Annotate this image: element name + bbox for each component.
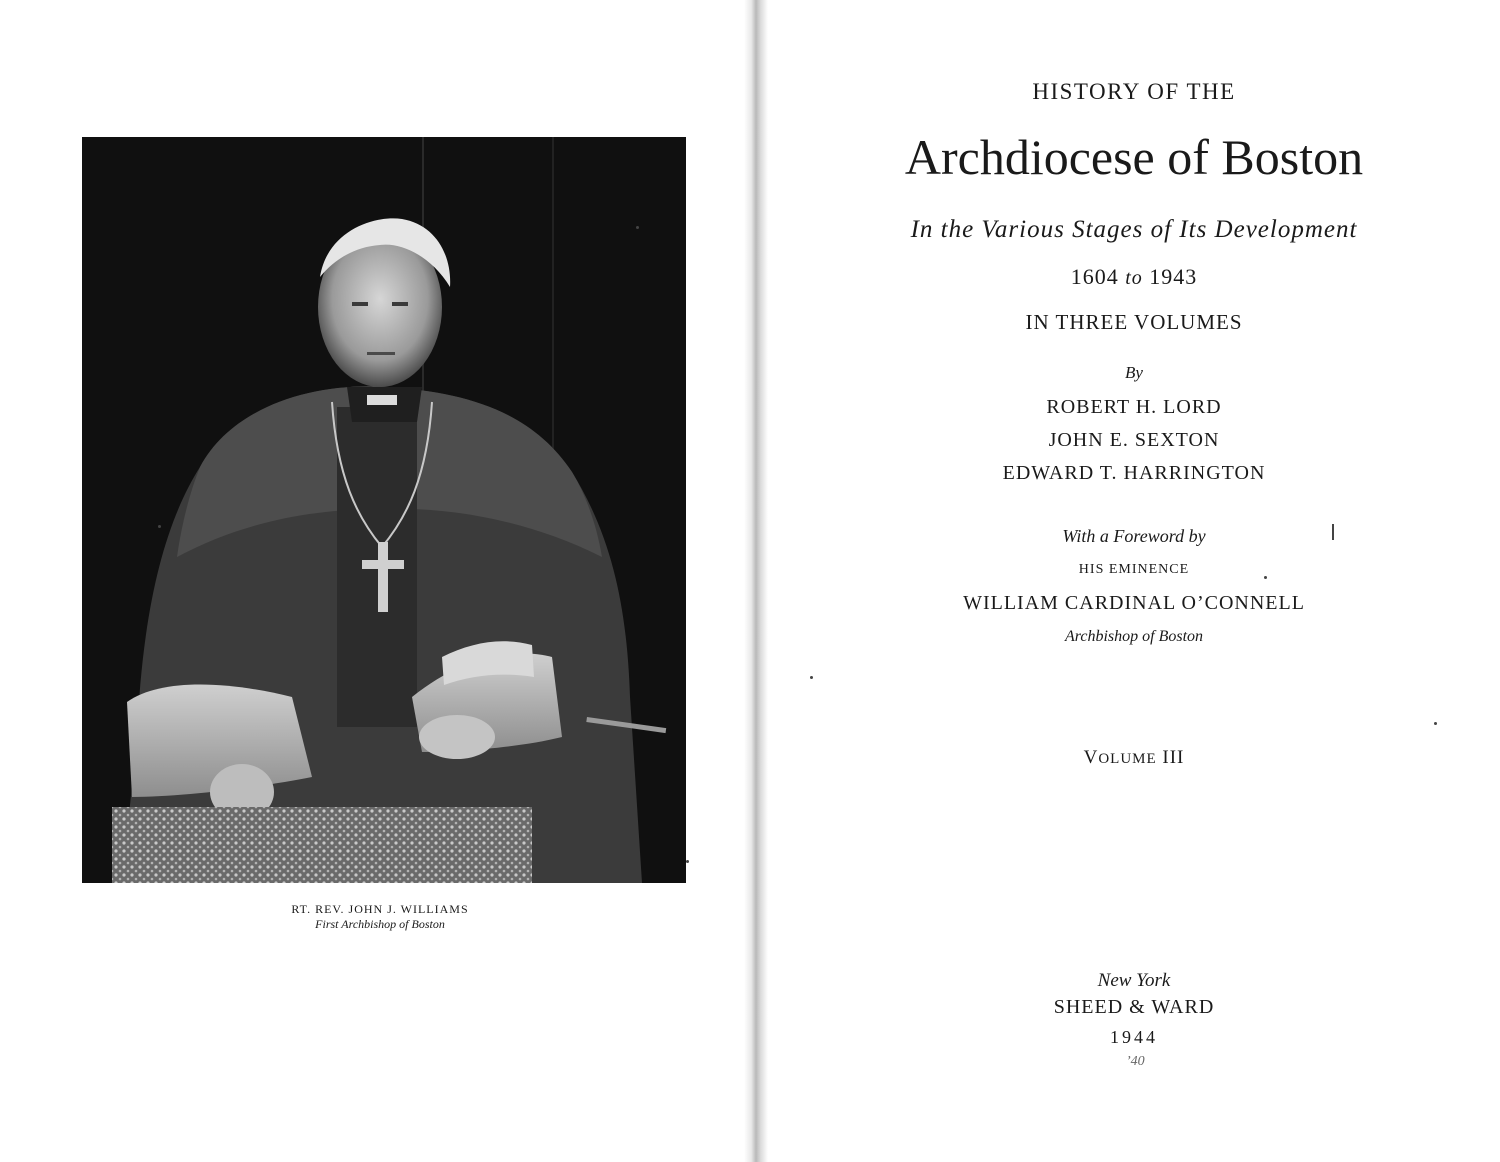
publisher-city: New York — [1097, 970, 1171, 991]
foreword-author: WILLIAM CARDINAL O’CONNELL — [963, 592, 1305, 614]
author-name: EDWARD T. HARRINGTON — [1002, 462, 1266, 484]
frontispiece-caption — [230, 902, 530, 932]
book-subtitle: In the Various Stages of Its Development — [910, 216, 1358, 243]
title-page — [768, 0, 1500, 1162]
portrait-photo — [82, 137, 686, 883]
scan-speck — [810, 676, 813, 679]
scan-speck — [158, 525, 161, 528]
eminence-label: HIS EMINENCE — [1078, 562, 1190, 577]
scan-speck — [686, 860, 689, 863]
volume-word: VOLUME — [1083, 747, 1157, 768]
volumes-note: IN THREE VOLUMES — [1025, 310, 1243, 334]
author-name: ROBERT H. LORD — [1046, 396, 1222, 418]
caption-name: RT. REV. JOHN J. WILLIAMS — [291, 902, 469, 916]
book-gutter — [744, 0, 768, 1162]
foreword-author-role: Archbishop of Boston — [1064, 628, 1204, 645]
portrait-illustration — [82, 137, 686, 883]
handwritten-mark: ’40 — [1126, 1054, 1145, 1069]
date-range — [768, 264, 1500, 290]
frontispiece-page — [0, 0, 744, 1162]
scan-speck — [636, 226, 639, 229]
scan-mark — [1332, 524, 1334, 540]
date-end: 1943 — [1149, 264, 1198, 289]
volume-word-rest: OLUME — [1098, 751, 1157, 767]
scan-speck — [1434, 722, 1437, 725]
publisher-name: SHEED & WARD — [1053, 996, 1215, 1018]
author-name: JOHN E. SEXTON — [1048, 429, 1220, 451]
book-title: Archdiocese of Boston — [904, 129, 1364, 185]
volume-label — [768, 747, 1500, 769]
volume-number: III — [1162, 747, 1185, 768]
publication-year: 1944 — [1110, 1027, 1158, 1047]
date-start: 1604 — [1070, 264, 1119, 289]
date-separator: to — [1125, 267, 1143, 289]
scan-speck — [1264, 576, 1267, 579]
by-line: By — [1125, 363, 1143, 382]
foreword-intro: With a Foreword by — [1062, 526, 1206, 546]
caption-role: First Archbishop of Boston — [315, 917, 445, 931]
supertitle: HISTORY OF THE — [1032, 79, 1236, 104]
